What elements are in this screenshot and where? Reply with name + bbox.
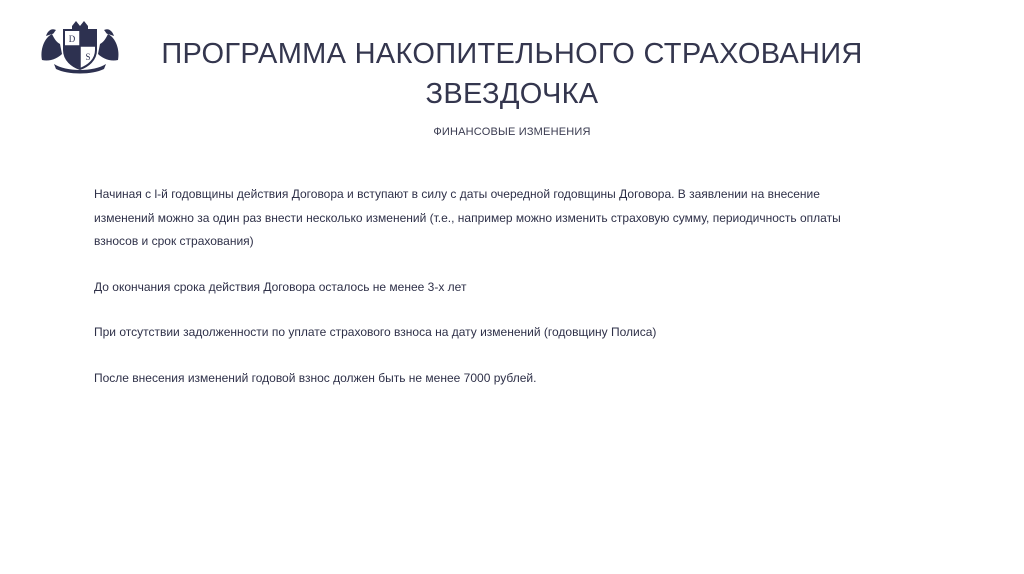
page-title	[140, 34, 884, 114]
content-body	[94, 183, 874, 412]
paragraph-min-premium: После внесения изменений годовой взнос должен быть не менее 7000 рублей.	[94, 370, 537, 385]
title-line-1: ПРОГРАММА НАКОПИТЕЛЬНОГО СТРАХОВАНИЯ	[161, 38, 863, 70]
logo-letter-d: D	[68, 34, 76, 44]
paragraph-no-debt: При отсутствии задолженности по уплате страхового взноса на дату изменений (годовщину Полиса)	[94, 325, 657, 339]
title-line-2: ЗВЕЗДОЧКА	[425, 78, 599, 110]
paragraph-term-remaining: До окончания срока действия Договора осталось не менее 3-х лет	[94, 279, 467, 294]
logo-letter-s: S	[85, 52, 91, 62]
crest-logo-icon	[36, 20, 124, 74]
paragraph-anniversary: Начиная с l-й годовщины действия Договора и вступают в силу с даты очередной годовщины Договора. В заявлении на внесение изменений можно за один раз внести несколько изменений (т.е., например можно изменить страховую сумму, периодичность оплаты взносов и срок страхования)	[94, 187, 841, 248]
page-subtitle: ФИНАНСОВЫЕ ИЗМЕНЕНИЯ	[433, 126, 591, 138]
